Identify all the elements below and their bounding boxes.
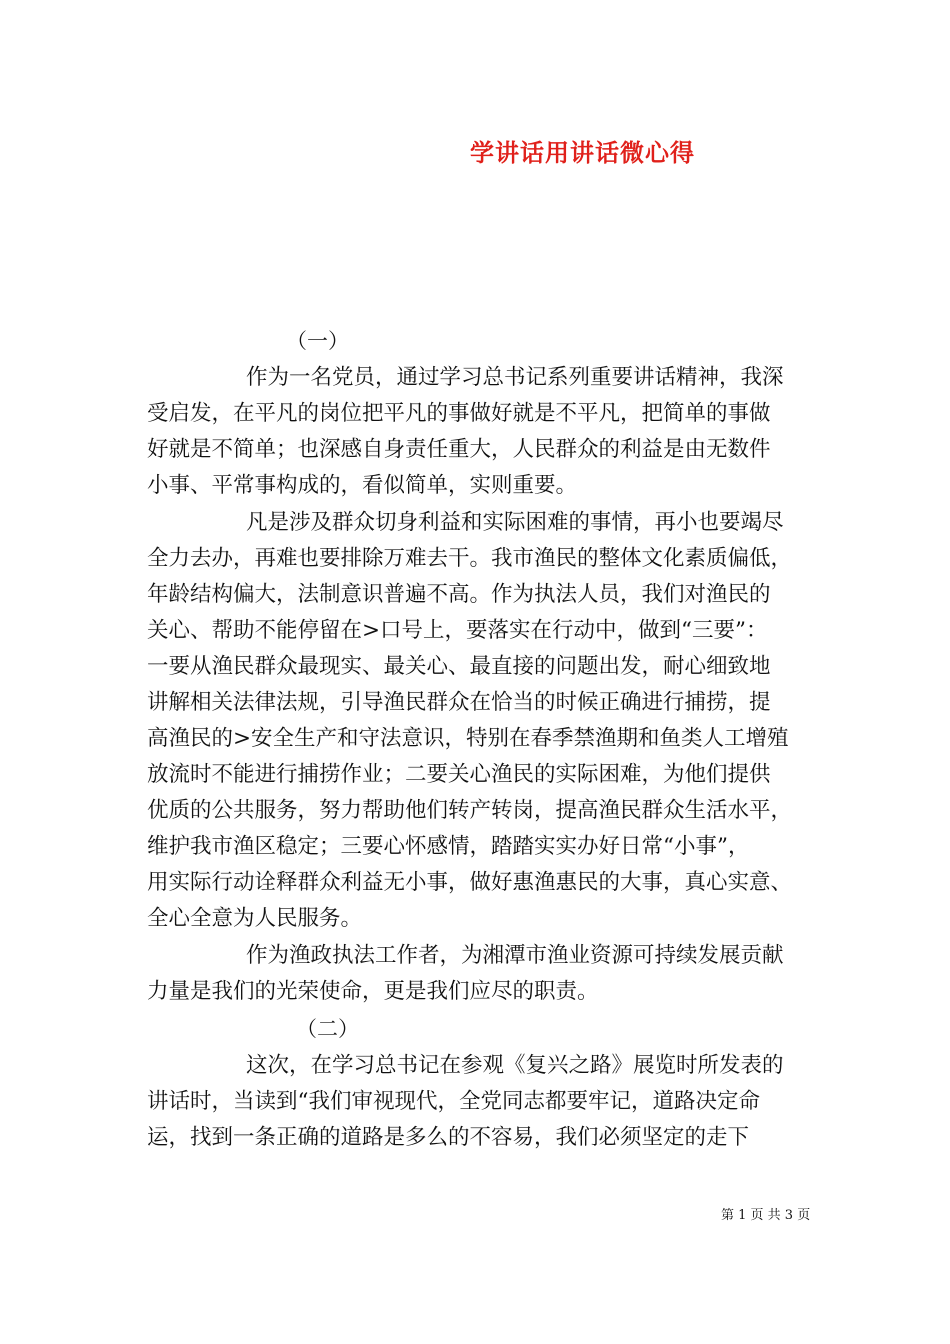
paragraph-line: 运，找到一条正确的道路是多么的不容易，我们必须坚定的走下 xyxy=(147,1125,750,1150)
paragraph-line: 力量是我们的光荣使命，更是我们应尽的职责。 xyxy=(147,979,599,1004)
section-heading-1: （一） xyxy=(286,329,349,353)
paragraph-line: 一要从渔民群众最现实、最关心、最直接的问题出发，耐心细致地 xyxy=(147,654,771,679)
paragraph-line: 凡是涉及群众切身利益和实际困难的事情，再小也要竭尽 xyxy=(246,510,784,535)
paragraph-line: 全心全意为人民服务。 xyxy=(147,906,363,931)
paragraph-line: 好就是不简单；也深感自身责任重大，人民群众的利益是由无数件 xyxy=(147,437,771,462)
document-title: 学讲话用讲话微心得 xyxy=(470,138,695,167)
paragraph-line: 用实际行动诠释群众利益无小事，做好惠渔惠民的大事，真心实意、 xyxy=(147,870,793,895)
paragraph-line: 放流时不能进行捕捞作业；二要关心渔民的实际困难，为他们提供 xyxy=(147,762,771,787)
section-heading-2: （二） xyxy=(296,1017,359,1041)
paragraph-line: 这次，在学习总书记在参观《复兴之路》展览时所发表的 xyxy=(246,1053,784,1078)
paragraph-line: 作为渔政执法工作者，为湘潭市渔业资源可持续发展贡献 xyxy=(246,943,784,968)
paragraph-line: 优质的公共服务，努力帮助他们转产转岗，提高渔民群众生活水平， xyxy=(147,798,793,823)
paragraph-line: 受启发，在平凡的岗位把平凡的事做好就是不平凡，把简单的事做 xyxy=(147,401,771,426)
paragraph-line: 作为一名党员，通过学习总书记系列重要讲话精神，我深 xyxy=(246,365,784,390)
page-number-footer: 第 1 页 共 3 页 xyxy=(721,1208,811,1223)
paragraph-line: 讲解相关法律法规，引导渔民群众在恰当的时候正确进行捕捞，提 xyxy=(147,690,771,715)
paragraph-line: 高渔民的>安全生产和守法意识，特别在春季禁渔期和鱼类人工增殖 xyxy=(147,726,789,751)
paragraph-line: 小事、平常事构成的，看似简单，实则重要。 xyxy=(147,473,578,498)
paragraph-line: 关心、帮助不能停留在>口号上，要落实在行动中，做到“三要”： xyxy=(147,618,768,643)
paragraph-line: 维护我市渔区稳定；三要心怀感情，踏踏实实办好日常“小事”， xyxy=(147,834,750,859)
paragraph-line: 年龄结构偏大，法制意识普遍不高。作为执法人员，我们对渔民的 xyxy=(147,582,771,607)
paragraph-line: 全力去办，再难也要排除万难去干。我市渔民的整体文化素质偏低， xyxy=(147,546,793,571)
paragraph-line: 讲话时，当读到“我们审视现代，全党同志都要牢记，道路决定命 xyxy=(147,1089,760,1114)
